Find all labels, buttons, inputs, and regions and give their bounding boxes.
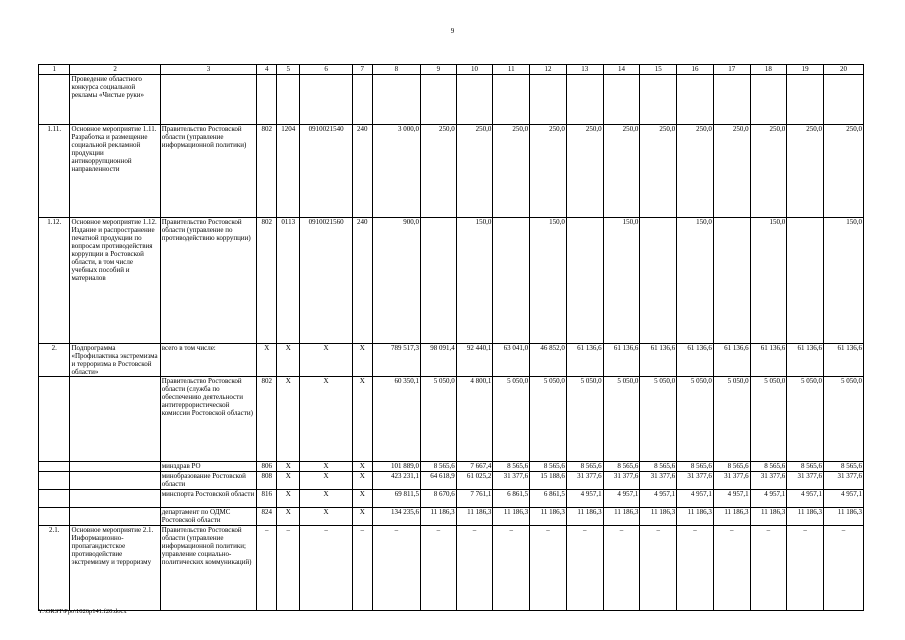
table-cell: Основное мероприятие 1.11. Разработка и размещение социальной рекламной продукции антикоррупционной направленности — [70, 125, 160, 218]
table-cell: X — [277, 508, 300, 526]
table-cell: 2.1. — [39, 526, 70, 611]
table-cell: X — [300, 462, 352, 472]
table-cell: 4 957,1 — [787, 490, 824, 508]
table-cell: Проведение областного конкурса социальной рекламы «Чистые руки» — [70, 75, 160, 125]
table-cell: 61 136,6 — [603, 344, 640, 377]
table-cell: 250,0 — [530, 125, 567, 218]
table-cell — [421, 218, 457, 344]
table-cell: – — [713, 526, 750, 611]
table-cell — [257, 75, 277, 125]
table-row — [39, 472, 864, 490]
table-row — [39, 75, 864, 125]
table-cell: 8 565,6 — [677, 462, 714, 472]
table-cell: 5 050,0 — [640, 377, 677, 462]
table-cell: Правительство Ростовской области (служба по обеспечению деятельности антитеррористической комиссии Ростовской области) — [160, 377, 257, 462]
table-cell: 61 025,2 — [456, 472, 493, 490]
table-cell: 63 041,0 — [493, 344, 530, 377]
table-cell: 4 800,1 — [456, 377, 493, 462]
table-row — [39, 490, 864, 508]
table-cell: 2. — [39, 344, 70, 377]
table-cell: 61 136,6 — [566, 344, 603, 377]
table-cell: 1204 — [277, 125, 300, 218]
table-cell: 11 186,3 — [713, 508, 750, 526]
table-cell: 5 050,0 — [421, 377, 457, 462]
table-cell: 61 136,6 — [713, 344, 750, 377]
table-cell: 8 565,6 — [421, 462, 457, 472]
table-cell: 250,0 — [824, 125, 864, 218]
table-cell — [713, 75, 750, 125]
table-cell: 250,0 — [603, 125, 640, 218]
table-row — [39, 508, 864, 526]
table-cell — [300, 75, 352, 125]
table-cell: минобразование Ростовской области — [160, 472, 257, 490]
table-cell: 150,0 — [456, 218, 493, 344]
table-cell: 11 186,3 — [787, 508, 824, 526]
table-cell: 8 565,6 — [530, 462, 567, 472]
table-cell — [566, 218, 603, 344]
table-cell: 31 377,6 — [640, 472, 677, 490]
table-cell — [372, 75, 420, 125]
column-number-cell: 18 — [750, 65, 787, 75]
table-cell: Правительство Ростовской области (управление информационной политики) — [160, 125, 257, 218]
table-cell: 4 957,1 — [566, 490, 603, 508]
table-cell: Основное мероприятие 2.1. Информационно-пропагандистское противодействие экстремизму и терроризму — [70, 526, 160, 611]
table-row — [39, 218, 864, 344]
table-cell: 134 235,6 — [372, 508, 420, 526]
table-cell — [160, 75, 257, 125]
table-cell: 61 136,6 — [787, 344, 824, 377]
table-cell — [39, 377, 70, 462]
table-cell: 98 091,4 — [421, 344, 457, 377]
column-number-cell: 20 — [824, 65, 864, 75]
table-cell: X — [352, 508, 372, 526]
table-cell: – — [421, 526, 457, 611]
table-cell: 150,0 — [530, 218, 567, 344]
table-cell: X — [300, 344, 352, 377]
table-cell: 4 957,1 — [677, 490, 714, 508]
table-row — [39, 377, 864, 462]
table-cell: 8 565,6 — [493, 462, 530, 472]
table-cell: 5 050,0 — [566, 377, 603, 462]
table-cell: 150,0 — [824, 218, 864, 344]
column-number-cell: 11 — [493, 65, 530, 75]
table-cell: 4 957,1 — [713, 490, 750, 508]
table-cell: – — [677, 526, 714, 611]
table-cell: 11 186,3 — [566, 508, 603, 526]
table-cell: 11 186,3 — [530, 508, 567, 526]
table-cell: – — [493, 526, 530, 611]
table-cell: 11 186,3 — [824, 508, 864, 526]
table-cell — [530, 75, 567, 125]
table-cell: 423 231,1 — [372, 472, 420, 490]
table-cell: 250,0 — [493, 125, 530, 218]
table-cell: – — [603, 526, 640, 611]
table-cell: 11 186,3 — [421, 508, 457, 526]
table-cell: 61 136,6 — [824, 344, 864, 377]
table-cell: – — [352, 526, 372, 611]
table-cell: X — [300, 472, 352, 490]
table-cell — [352, 75, 372, 125]
column-number-cell: 10 — [456, 65, 493, 75]
table-cell: – — [277, 526, 300, 611]
table-cell: 69 811,5 — [372, 490, 420, 508]
table-cell — [39, 508, 70, 526]
table-cell: 4 957,1 — [603, 490, 640, 508]
table-cell: – — [824, 526, 864, 611]
table-cell: 4 957,1 — [640, 490, 677, 508]
column-number-cell: 15 — [640, 65, 677, 75]
table-cell: 802 — [257, 377, 277, 462]
page-number: 9 — [450, 27, 455, 35]
table-cell: 5 050,0 — [824, 377, 864, 462]
table-cell: 240 — [352, 125, 372, 218]
table-cell: 8 565,6 — [640, 462, 677, 472]
table-cell — [39, 75, 70, 125]
table-cell: 240 — [352, 218, 372, 344]
table-cell — [640, 218, 677, 344]
column-number-cell: 5 — [277, 65, 300, 75]
table-cell: 5 050,0 — [787, 377, 824, 462]
table-cell: 101 889,0 — [372, 462, 420, 472]
column-number-cell: 7 — [352, 65, 372, 75]
table-cell: 150,0 — [603, 218, 640, 344]
table-cell — [70, 377, 160, 462]
table-cell: 46 852,0 — [530, 344, 567, 377]
table-cell: – — [372, 526, 420, 611]
table-cell: X — [352, 377, 372, 462]
table-cell: Основное мероприятие 1.12. Издание и распространение печатной продукции по вопросам противодействия коррупции в Ростовской области, в том числе учебных пособий и материалов — [70, 218, 160, 344]
table-cell: 8 565,6 — [603, 462, 640, 472]
table-cell: 7 667,4 — [456, 462, 493, 472]
table-cell — [70, 508, 160, 526]
column-number-cell: 14 — [603, 65, 640, 75]
table-cell: 0910021560 — [300, 218, 352, 344]
table-cell: 8 670,6 — [421, 490, 457, 508]
table-cell: 1.12. — [39, 218, 70, 344]
table-cell: 31 377,6 — [677, 472, 714, 490]
column-number-cell: 12 — [530, 65, 567, 75]
table-cell: X — [352, 462, 372, 472]
table-cell: 250,0 — [677, 125, 714, 218]
column-number-cell: 8 — [372, 65, 420, 75]
table-cell: X — [300, 377, 352, 462]
table-cell: 8 565,6 — [750, 462, 787, 472]
table-cell — [566, 75, 603, 125]
budget-table — [38, 64, 864, 611]
table-cell: 8 565,6 — [566, 462, 603, 472]
table-cell: 8 565,6 — [824, 462, 864, 472]
table-cell — [277, 75, 300, 125]
table-cell: 31 377,6 — [566, 472, 603, 490]
column-number-cell: 9 — [421, 65, 457, 75]
table-cell: 806 — [257, 462, 277, 472]
table-cell: 802 — [257, 125, 277, 218]
column-number-cell: 3 — [160, 65, 257, 75]
table-cell: – — [640, 526, 677, 611]
table-cell — [39, 462, 70, 472]
table-cell: 8 565,6 — [787, 462, 824, 472]
table-cell: X — [300, 490, 352, 508]
table-cell: 15 188,6 — [530, 472, 567, 490]
table-cell — [39, 490, 70, 508]
table-cell: 802 — [257, 218, 277, 344]
table-cell: X — [277, 344, 300, 377]
table-cell: X — [277, 490, 300, 508]
table-cell: 11 186,3 — [677, 508, 714, 526]
table-cell: – — [456, 526, 493, 611]
table-cell: 3 000,0 — [372, 125, 420, 218]
table-row — [39, 462, 864, 472]
table-cell — [640, 75, 677, 125]
table-cell: 250,0 — [640, 125, 677, 218]
table-cell — [677, 75, 714, 125]
table-cell: 31 377,6 — [787, 472, 824, 490]
file-path-footer: Y:\ORST\Ppo\1026p141.f20.docx — [38, 608, 127, 615]
table-cell: – — [787, 526, 824, 611]
table-cell — [713, 218, 750, 344]
table-cell: 250,0 — [456, 125, 493, 218]
table-cell: 64 618,9 — [421, 472, 457, 490]
column-number-cell: 19 — [787, 65, 824, 75]
table-cell: 900,0 — [372, 218, 420, 344]
table-row — [39, 344, 864, 377]
table-row — [39, 125, 864, 218]
table-cell: 816 — [257, 490, 277, 508]
table-cell — [787, 75, 824, 125]
table-cell: 11 186,3 — [640, 508, 677, 526]
table-cell: 824 — [257, 508, 277, 526]
table-cell: 31 377,6 — [603, 472, 640, 490]
table-cell: 11 186,3 — [603, 508, 640, 526]
table-cell: X — [300, 508, 352, 526]
table-cell: 31 377,6 — [713, 472, 750, 490]
table-cell: 1.11. — [39, 125, 70, 218]
table-cell: 5 050,0 — [750, 377, 787, 462]
table-cell: 61 136,6 — [750, 344, 787, 377]
table-cell: Правительство Ростовской области (управление информационной политики; управление социально-политических коммуникаций) — [160, 526, 257, 611]
table-cell — [493, 218, 530, 344]
table-cell — [493, 75, 530, 125]
table-cell: 11 186,3 — [493, 508, 530, 526]
table-cell — [39, 472, 70, 490]
column-number-cell: 6 — [300, 65, 352, 75]
table-cell: X — [352, 472, 372, 490]
table-cell: – — [750, 526, 787, 611]
table-cell: 60 350,1 — [372, 377, 420, 462]
table-cell: минспорта Ростовской области — [160, 490, 257, 508]
table-cell: 250,0 — [566, 125, 603, 218]
table-cell: – — [566, 526, 603, 611]
table-cell — [603, 75, 640, 125]
table-cell: 5 050,0 — [493, 377, 530, 462]
table-cell: минздрав РО — [160, 462, 257, 472]
table-cell — [787, 218, 824, 344]
column-number-row — [39, 65, 864, 75]
table-cell: X — [277, 377, 300, 462]
table-cell: 7 761,1 — [456, 490, 493, 508]
table-cell: 92 440,1 — [456, 344, 493, 377]
table-cell: Правительство Ростовской области (управление по противодействию коррупции) — [160, 218, 257, 344]
table-cell: 5 050,0 — [603, 377, 640, 462]
table-cell: 31 377,6 — [750, 472, 787, 490]
table-cell: 5 050,0 — [713, 377, 750, 462]
column-number-cell: 17 — [713, 65, 750, 75]
table-cell: 61 136,6 — [677, 344, 714, 377]
table-cell: 250,0 — [713, 125, 750, 218]
table-cell: 6 861,5 — [530, 490, 567, 508]
table-cell: 4 957,1 — [824, 490, 864, 508]
table-cell: 250,0 — [421, 125, 457, 218]
table-cell: 31 377,6 — [493, 472, 530, 490]
table-cell: 150,0 — [750, 218, 787, 344]
table-cell: 0910021540 — [300, 125, 352, 218]
table-cell: 250,0 — [750, 125, 787, 218]
table-cell: 5 050,0 — [677, 377, 714, 462]
column-number-cell: 4 — [257, 65, 277, 75]
table-cell: 789 517,3 — [372, 344, 420, 377]
column-number-cell: 16 — [677, 65, 714, 75]
column-number-cell: 13 — [566, 65, 603, 75]
table-cell: 808 — [257, 472, 277, 490]
column-number-cell: 2 — [70, 65, 160, 75]
table-cell — [456, 75, 493, 125]
table-cell: департамент по ОДМС Ростовской области — [160, 508, 257, 526]
table-cell: 31 377,6 — [824, 472, 864, 490]
table-cell: 0113 — [277, 218, 300, 344]
table-cell: 4 957,1 — [750, 490, 787, 508]
table-cell: X — [277, 472, 300, 490]
table-cell: 8 565,6 — [713, 462, 750, 472]
table-cell — [750, 75, 787, 125]
table-cell: всего в том числе: — [160, 344, 257, 377]
table-cell: 11 186,3 — [456, 508, 493, 526]
table-cell: X — [257, 344, 277, 377]
table-cell: 61 136,6 — [640, 344, 677, 377]
table-cell — [421, 75, 457, 125]
table-cell — [70, 472, 160, 490]
table-cell: X — [352, 344, 372, 377]
table-cell: 250,0 — [787, 125, 824, 218]
column-number-cell: 1 — [39, 65, 70, 75]
table-cell — [70, 490, 160, 508]
table-cell: 5 050,0 — [530, 377, 567, 462]
table-cell: 150,0 — [677, 218, 714, 344]
table-cell: 11 186,3 — [750, 508, 787, 526]
table-cell: X — [352, 490, 372, 508]
table-cell: – — [530, 526, 567, 611]
table-row — [39, 526, 864, 611]
table-cell — [70, 462, 160, 472]
table-cell: – — [300, 526, 352, 611]
table-cell: – — [257, 526, 277, 611]
table-cell — [824, 75, 864, 125]
table-cell: 6 861,5 — [493, 490, 530, 508]
table-cell: X — [277, 462, 300, 472]
table-cell: Подпрограмма «Профилактика экстремизма и терроризма в Ростовской области» — [70, 344, 160, 377]
